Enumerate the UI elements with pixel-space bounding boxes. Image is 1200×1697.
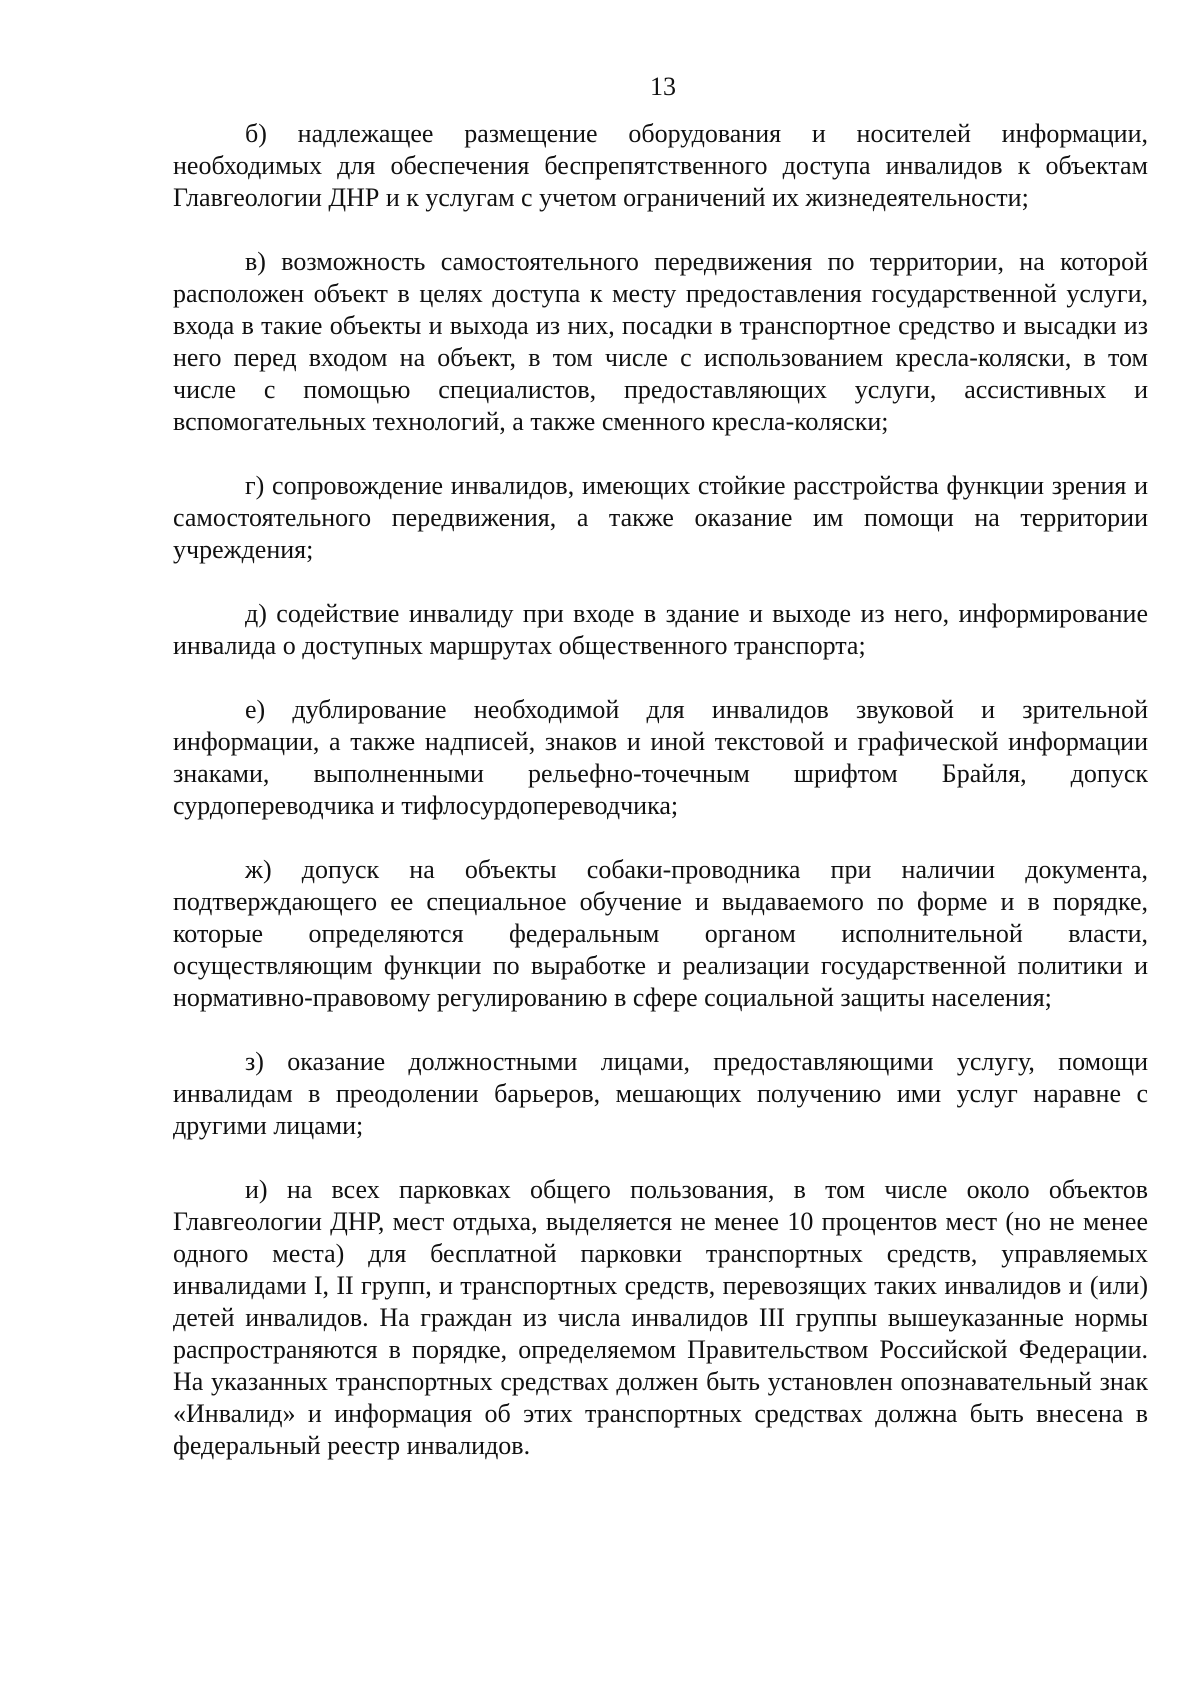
paragraph-v: в) возможность самостоятельного передвижения по территории, на которой расположен объект в целях доступа к месту предоставления государственной услуги, входа в такие объекты и выхода из них, посадки в транспортное средство и высадки из него перед входом на объект, в том числе с использованием кресла-коляски, в том числе с помощью специалистов, предоставляющих услуги, ассистивных и вспомогательных технологий, а также сменного кресла-коляски; xyxy=(173,247,1148,436)
paragraph-g: г) сопровождение инвалидов, имеющих стойкие расстройства функции зрения и самостоятельного передвижения, а также оказание им помощи на территории учреждения; xyxy=(173,471,1148,564)
paragraph-b: б) надлежащее размещение оборудования и носителей информации, необходимых для обеспечения беспрепятственного доступа инвалидов к объектам Главгеологии ДНР и к услугам с учетом ограничений их жизнедеятельности; xyxy=(173,119,1148,212)
paragraph-d: д) содействие инвалиду при входе в здание и выходе из него, информирование инвалида о доступных маршрутах общественного транспорта; xyxy=(173,599,1148,660)
paragraph-zh: ж) допуск на объекты собаки-проводника при наличии документа, подтверждающего ее специальное обучение и выдаваемого по форме и в порядке, которые определяются федеральным органом исполнительной власти, осуществляющим функции по выработке и реализации государственной политики и нормативно-правовому регулированию в сфере социальной защиты населения; xyxy=(173,855,1148,1012)
paragraph-e: е) дублирование необходимой для инвалидов звуковой и зрительной информации, а также надписей, знаков и иной текстовой и графической информации знаками, выполненными рельефно-точечным шрифтом Брайля, допуск сурдопереводчика и тифлосурдопереводчика; xyxy=(173,695,1148,820)
paragraph-i: и) на всех парковках общего пользования, в том числе около объектов Главгеологии ДНР, мест отдыха, выделяется не менее 10 процентов мест (но не менее одного места) для бесплатной парковки транспортных средств, управляемых инвалидами I, II групп, и транспортных средств, перевозящих таких инвалидов и (или) детей инвалидов. На граждан из числа инвалидов III группы вышеуказанные нормы распространяются в порядке, определяемом Правительством Российской Федерации. На указанных транспортных средствах должен быть установлен опознавательный знак «Инвалид» и информация об этих транспортных средствах должна быть внесена в федеральный реестр инвалидов. xyxy=(173,1175,1148,1460)
page-number: 13 xyxy=(650,72,676,101)
paragraph-z: з) оказание должностными лицами, предоставляющими услугу, помощи инвалидам в преодолении барьеров, мешающих получению ими услуг наравне с другими лицами; xyxy=(173,1047,1148,1140)
document-body xyxy=(173,118,1148,1462)
